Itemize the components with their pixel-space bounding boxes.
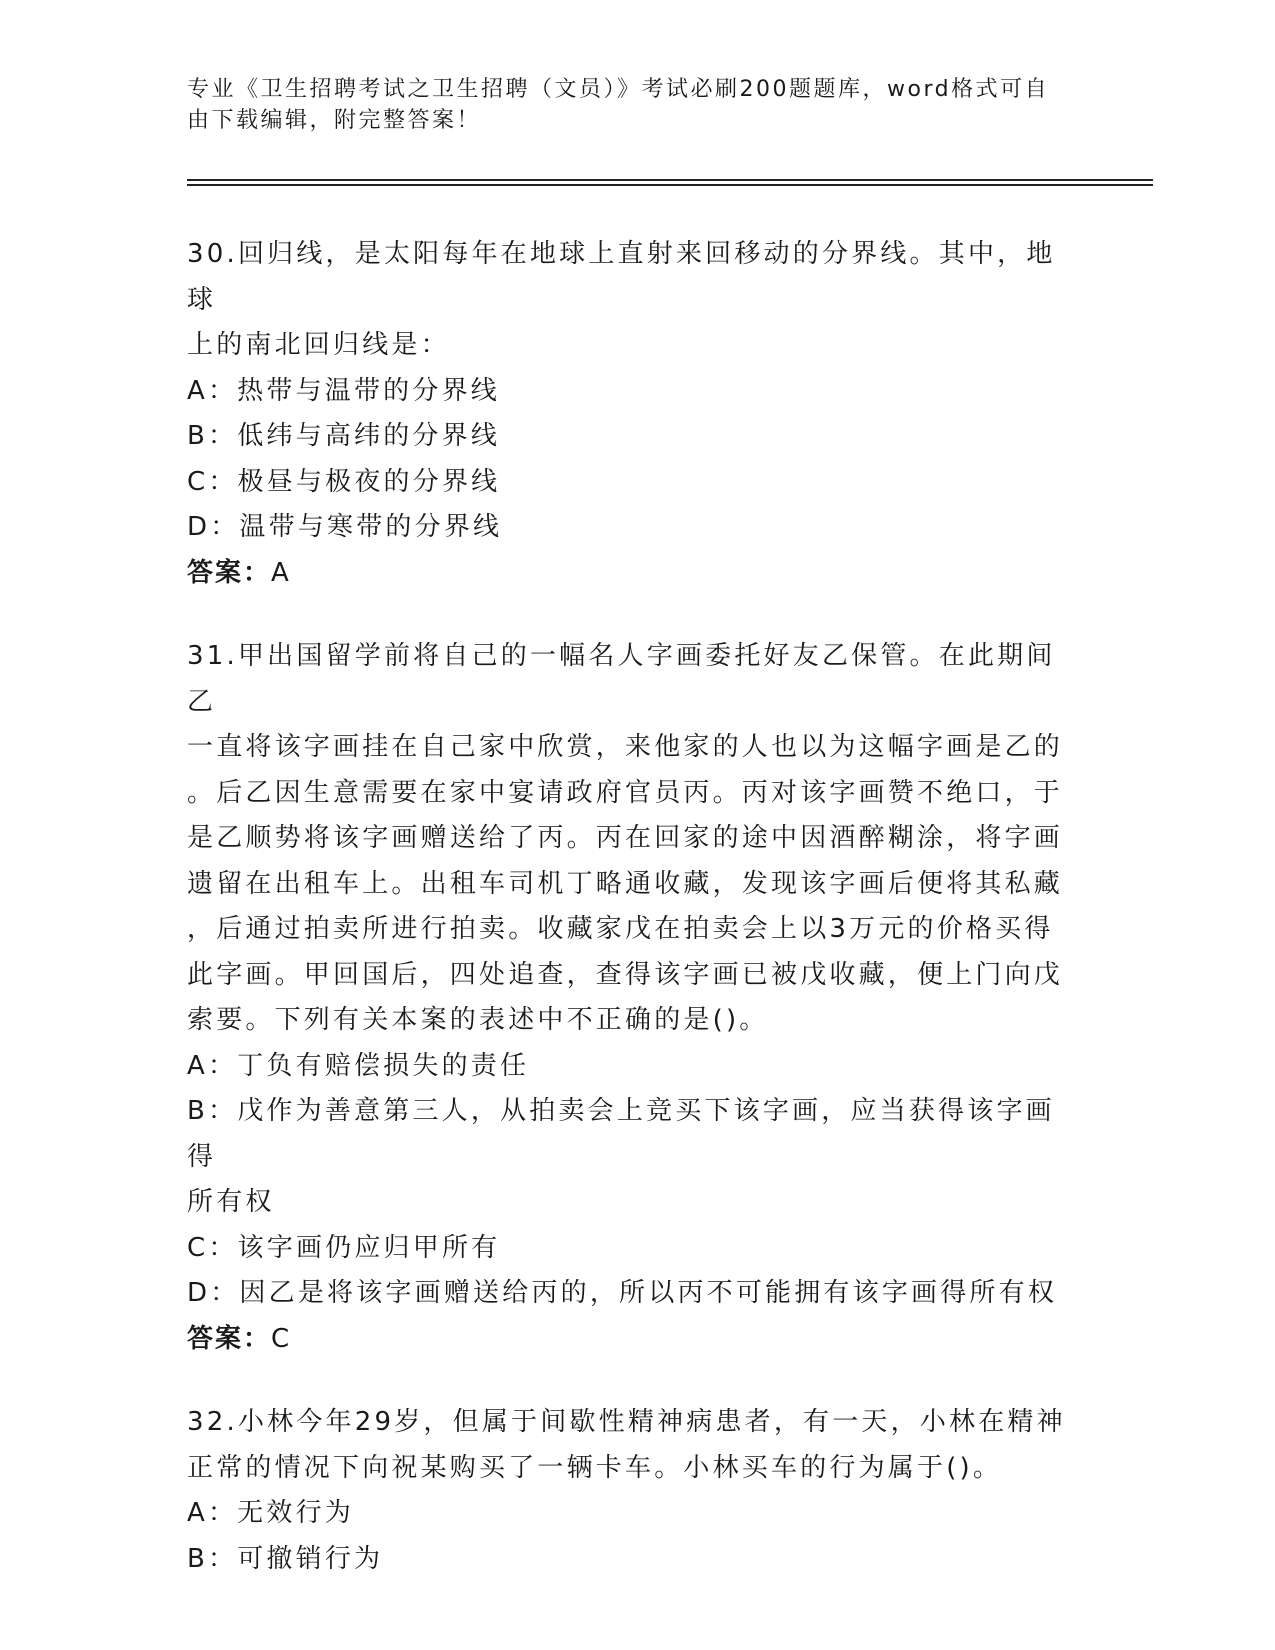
answer-option-line: 所有权: [187, 1187, 275, 1217]
question-block: [187, 232, 1067, 596]
answer-option-line: C：极昼与极夜的分界线: [187, 466, 501, 497]
header-rule-top: [187, 179, 1153, 181]
answer-option-line: A：热带与温带的分界线: [187, 375, 500, 406]
question-stem-line: 31.甲出国留学前将自己的一幅名人字画委托好友乙保管。在此期间乙: [187, 641, 1056, 717]
answer-option-line: D：温带与寒带的分界线: [187, 512, 503, 542]
answer-option-line: B：可撤销行为: [187, 1543, 384, 1574]
document-header: 专业《卫生招聘考试之卫生招聘（文员）》考试必刷200题题库，word格式可自由下载编辑，附完整答案！: [187, 77, 1050, 133]
question-stem-line: 一直将该字画挂在自己家中欣赏，来他家的人也以为这幅字画是乙的: [187, 732, 1064, 762]
question-stem-line: 30.回归线，是太阳每年在地球上直射来回移动的分界线。其中，地球: [187, 239, 1056, 315]
question-stem-line: 遗留在出租车上。出租车司机丁略通收藏，发现该字画后便将其私藏: [187, 868, 1064, 899]
answer-key: [187, 551, 1067, 597]
answer-option-line: D：因乙是将该字画赠送给丙的，所以丙不可能拥有该字画得所有权: [187, 1278, 1058, 1308]
answer-option-line: B：戊作为善意第三人，从拍卖会上竞买下该字画，应当获得该字画得: [187, 1096, 1055, 1172]
question-block: [187, 634, 1067, 1362]
answer-option-line: A：丁负有赔偿损失的责任: [187, 1050, 530, 1081]
header-rule-bottom: [187, 184, 1153, 186]
question-list: [187, 232, 1067, 1620]
answer-label: 答案：: [187, 1323, 272, 1354]
question-stem-line: 上的南北回归线是：: [187, 330, 450, 360]
answer-label: 答案：: [187, 557, 272, 588]
answer-key: [187, 1317, 1067, 1363]
question-stem-line: 正常的情况下向祝某购买了一辆卡车。小林买车的行为属于()。: [187, 1452, 1003, 1483]
question-block: [187, 1400, 1067, 1582]
question-stem-line: 是乙顺势将该字画赠送给了丙。丙在回家的途中因酒醉糊涂，将字画: [187, 823, 1064, 853]
answer-option-line: A：无效行为: [187, 1498, 354, 1528]
answer-option-line: C：该字画仍应归甲所有: [187, 1232, 501, 1263]
answer-option-line: B：低纬与高纬的分界线: [187, 421, 501, 451]
answer-value: C: [271, 1323, 292, 1354]
answer-value: A: [271, 557, 291, 588]
question-stem-line: ，后通过拍卖所进行拍卖。收藏家戊在拍卖会上以3万元的价格买得: [187, 914, 1054, 944]
question-stem-line: 32.小林今年29岁，但属于间歇性精神病患者，有一天，小林在精神: [187, 1407, 1066, 1437]
question-stem-line: 索要。下列有关本案的表述中不正确的是()。: [187, 1005, 769, 1035]
question-stem-line: 此字画。甲回国后，四处追查，查得该字画已被戊收藏，便上门向戊: [187, 959, 1064, 990]
question-stem-line: 。后乙因生意需要在家中宴请政府官员丙。丙对该字画赞不绝口，于: [187, 777, 1064, 808]
